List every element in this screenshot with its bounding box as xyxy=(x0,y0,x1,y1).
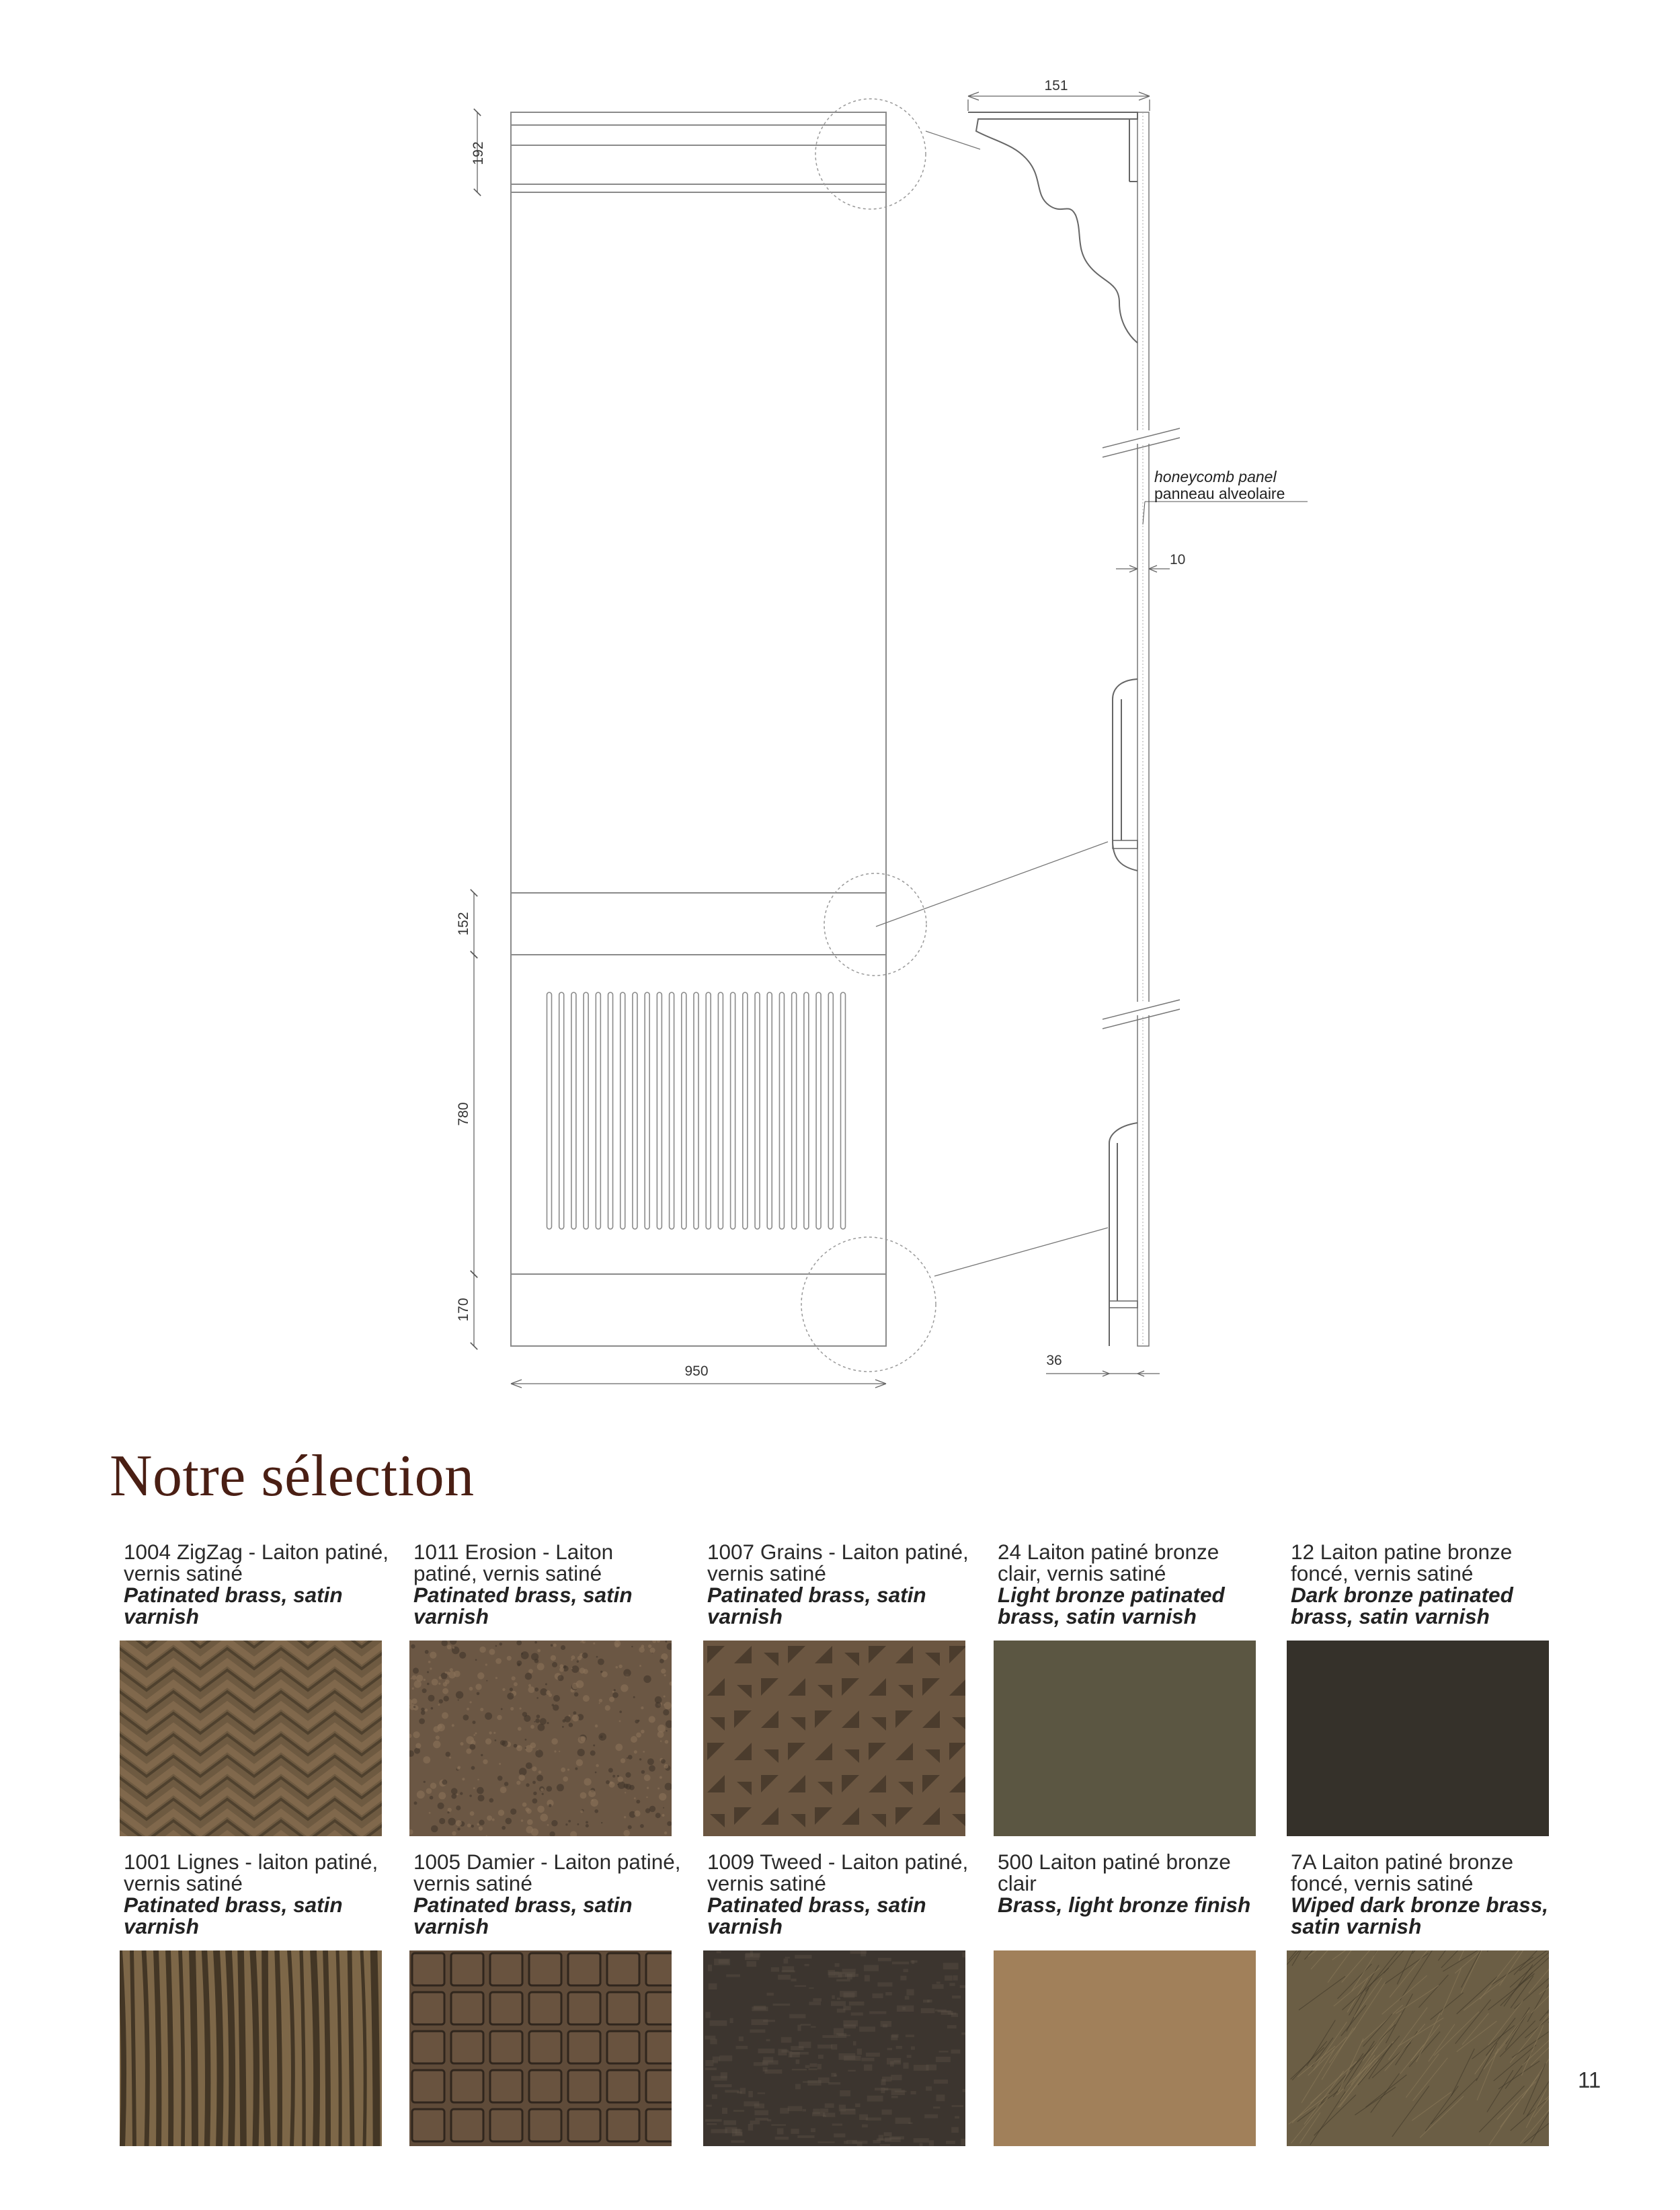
flute-groove xyxy=(657,992,662,1229)
finish-swatch-image xyxy=(1287,1950,1549,2146)
finish-name-fr: 500 Laiton patiné bronze clair xyxy=(998,1850,1231,1895)
flute-groove xyxy=(547,992,552,1229)
finish-caption xyxy=(1291,1851,1560,1937)
finish-card xyxy=(994,1851,1256,2166)
flute-groove xyxy=(670,992,674,1229)
finish-name-fr: 7A Laiton patiné bronze foncé, vernis satiné xyxy=(1291,1850,1514,1895)
finish-name-fr: 1005 Damier - Laiton patiné, vernis satiné xyxy=(413,1850,681,1895)
finish-caption xyxy=(124,1851,393,1937)
finish-name-en: Patinated brass, satin varnish xyxy=(124,1583,343,1628)
finish-swatch-image xyxy=(994,1641,1256,1836)
finish-swatch-image xyxy=(409,1950,672,2146)
finish-swatch-image xyxy=(409,1641,672,1836)
leader-lines xyxy=(876,131,1108,1276)
annotation-honeycomb-fr: panneau alveolaire xyxy=(1154,485,1285,502)
flute-groove xyxy=(731,992,735,1229)
flute-groove xyxy=(694,992,698,1229)
finish-caption xyxy=(707,1541,976,1627)
detail-circles xyxy=(801,99,936,1372)
flute-groove xyxy=(718,992,723,1229)
finish-name-fr: 12 Laiton patine bronze foncé, vernis satiné xyxy=(1291,1540,1513,1585)
flute-groove xyxy=(621,992,625,1229)
fluted-grooves xyxy=(547,992,846,1229)
finish-caption xyxy=(707,1851,976,1937)
flute-groove xyxy=(633,992,637,1229)
finish-name-fr: 1007 Grains - Laiton patiné, vernis satiné xyxy=(707,1540,969,1585)
flute-groove xyxy=(816,992,821,1229)
finish-card xyxy=(1287,1541,1549,1856)
finish-name-fr: 1001 Lignes - laiton patiné, vernis satiné xyxy=(124,1850,378,1895)
flute-groove xyxy=(767,992,772,1229)
finish-swatch-image xyxy=(703,1950,965,2146)
flute-groove xyxy=(559,992,564,1229)
finish-name-en: Brass, light bronze finish xyxy=(998,1893,1251,1917)
finish-name-fr: 24 Laiton patiné bronze clair, vernis satiné xyxy=(998,1540,1219,1585)
finish-caption xyxy=(413,1851,682,1937)
finish-swatch-image xyxy=(120,1950,382,2146)
dim-panel-thickness: 10 xyxy=(1170,552,1186,567)
finish-card xyxy=(120,1540,389,1856)
finish-caption xyxy=(998,1541,1267,1627)
finish-name-en: Patinated brass, satin varnish xyxy=(124,1893,343,1938)
finish-swatch-image xyxy=(1287,1641,1549,1836)
finish-caption xyxy=(1291,1541,1560,1627)
finish-caption xyxy=(413,1541,682,1627)
flute-groove xyxy=(645,992,649,1229)
finish-card xyxy=(703,1540,969,1856)
flute-groove xyxy=(792,992,797,1229)
flute-groove xyxy=(682,992,686,1229)
flute-groove xyxy=(584,992,588,1229)
finish-name-fr: 1004 ZigZag - Laiton patiné, vernis satiné xyxy=(124,1540,389,1585)
dim-base-height: 170 xyxy=(456,1298,471,1322)
finish-card xyxy=(409,1850,681,2166)
finish-caption xyxy=(124,1541,393,1627)
finish-name-fr: 1009 Tweed - Laiton patiné, vernis satiné xyxy=(707,1850,969,1895)
page-number: 11 xyxy=(1578,2067,1601,2092)
finish-name-en: Patinated brass, satin varnish xyxy=(413,1583,633,1628)
finish-name-en: Light bronze patinated brass, satin varnish xyxy=(998,1583,1225,1628)
flute-groove xyxy=(743,992,748,1229)
flute-groove xyxy=(841,992,846,1229)
flute-groove xyxy=(779,992,784,1229)
finish-caption xyxy=(998,1851,1267,1916)
dim-fluted-height: 780 xyxy=(456,1102,471,1126)
finish-card xyxy=(994,1541,1256,1856)
flute-groove xyxy=(755,992,760,1229)
dim-rail-height: 152 xyxy=(456,912,471,936)
dim-cornice-depth: 151 xyxy=(1044,78,1068,93)
dim-top-height: 192 xyxy=(471,141,486,165)
section-title: Notre sélection xyxy=(110,1444,475,1509)
finish-name-fr: 1011 Erosion - Laiton patiné, vernis satiné xyxy=(413,1540,614,1585)
flute-groove xyxy=(804,992,809,1229)
flute-groove xyxy=(571,992,576,1229)
finish-card xyxy=(1287,1851,1549,2166)
finish-card xyxy=(120,1851,382,2166)
annotation-honeycomb-en: honeycomb panel xyxy=(1154,468,1277,485)
finish-swatch-image xyxy=(120,1641,382,1836)
finish-swatch-image xyxy=(703,1641,965,1836)
flute-groove xyxy=(706,992,711,1229)
dim-base-depth: 36 xyxy=(1046,1353,1062,1368)
finish-name-en: Wiped dark bronze brass, satin varnish xyxy=(1291,1893,1549,1938)
finish-name-en: Dark bronze patinated brass, satin varnish xyxy=(1291,1583,1513,1628)
flute-groove xyxy=(608,992,613,1229)
flute-groove xyxy=(596,992,600,1229)
finish-name-en: Patinated brass, satin varnish xyxy=(413,1893,633,1938)
flute-groove xyxy=(828,992,833,1229)
section-profile xyxy=(968,112,1149,1346)
finish-name-en: Patinated brass, satin varnish xyxy=(707,1583,926,1628)
finish-card xyxy=(409,1541,672,1856)
finish-card xyxy=(703,1850,969,2166)
break-marks xyxy=(1103,428,1180,1029)
dim-width: 950 xyxy=(684,1364,709,1379)
finish-swatch-image xyxy=(994,1950,1256,2146)
dimension-lines xyxy=(474,92,1308,1388)
finish-name-en: Patinated brass, satin varnish xyxy=(707,1893,926,1938)
